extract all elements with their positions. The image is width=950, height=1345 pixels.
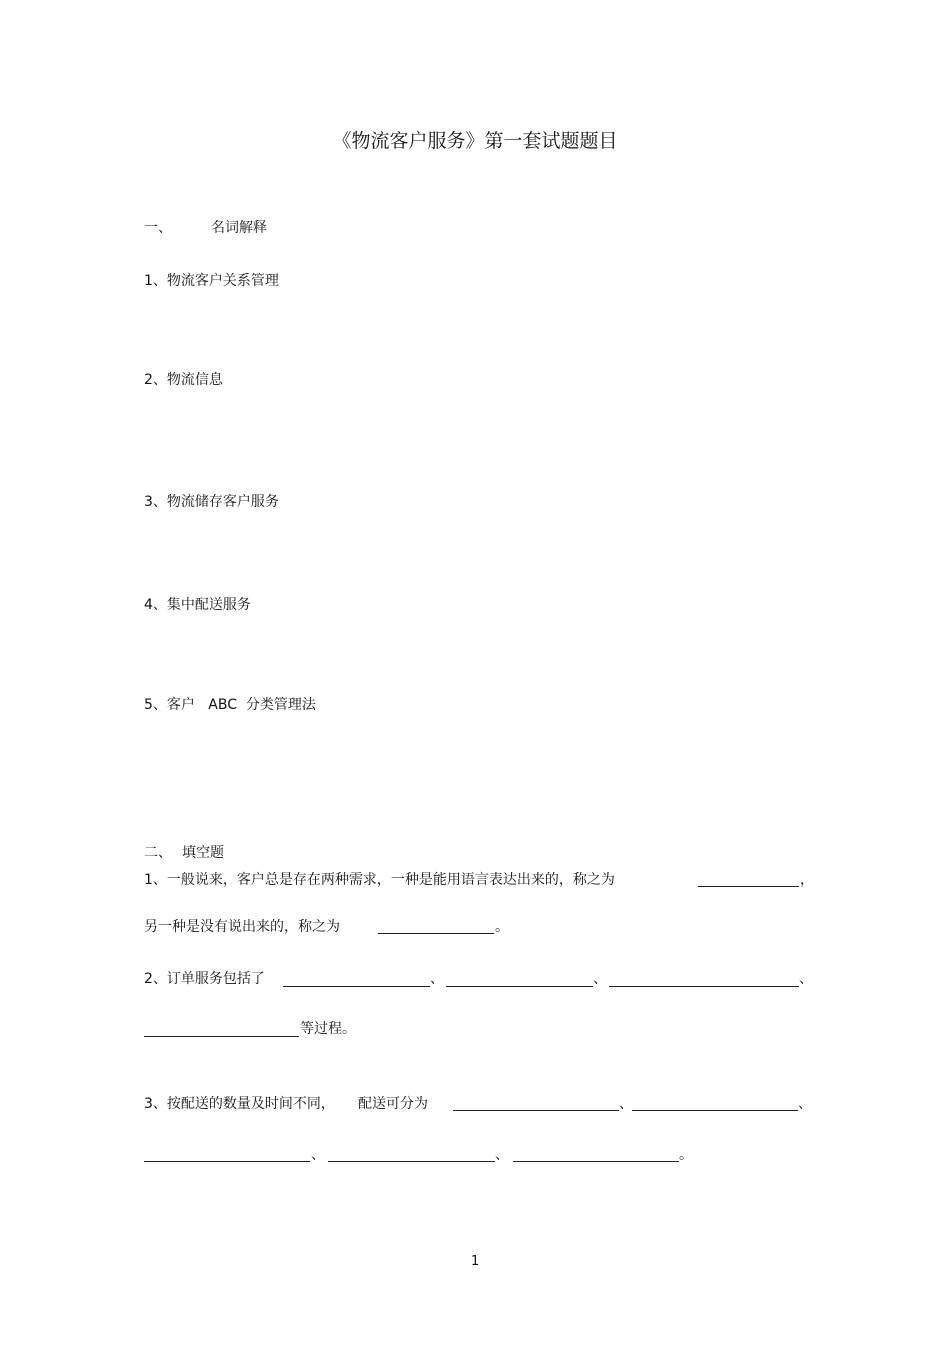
section2-heading: 填空题 [182, 845, 224, 861]
answer-blank[interactable] [283, 986, 430, 987]
answer-blank[interactable] [144, 1036, 299, 1037]
section1-heading: 名词解释 [211, 220, 267, 236]
separator: 、 [495, 1147, 509, 1163]
separator: 、 [593, 971, 607, 987]
answer-blank[interactable] [609, 986, 799, 987]
section1-number: 一、 [144, 220, 172, 236]
fill-question-3-text: 3、按配送的数量及时间不同， [144, 1096, 335, 1112]
fill-question-3-text-2: 配送可分为 [358, 1096, 428, 1112]
term-item-5: 5、客户 ABC 分类管理法 [144, 697, 316, 713]
term-item-3: 3、物流储存客户服务 [144, 494, 279, 510]
separator: 、 [798, 1096, 812, 1112]
fill-question-1-text-cont: 另一种是没有说出来的，称之为 [144, 919, 340, 935]
answer-blank[interactable] [513, 1161, 679, 1162]
answer-blank[interactable] [698, 886, 799, 887]
section2-number: 二、 [144, 845, 172, 861]
answer-blank[interactable] [446, 986, 593, 987]
separator: 、 [619, 1096, 633, 1112]
answer-blank[interactable] [632, 1110, 798, 1111]
answer-blank[interactable] [144, 1161, 310, 1162]
punctuation: 。 [495, 919, 509, 935]
term-item-4: 4、集中配送服务 [144, 597, 251, 613]
term-item-2: 2、物流信息 [144, 372, 223, 388]
punctuation: 。 [679, 1147, 693, 1163]
page-number: 1 [471, 1254, 480, 1269]
term-item-1: 1、物流客户关系管理 [144, 273, 279, 289]
separator: 、 [799, 971, 813, 987]
answer-blank[interactable] [378, 933, 494, 934]
page-title: 《物流客户服务》第一套试题题目 [332, 130, 618, 152]
fill-question-1-text: 1、一般说来，客户总是存在两种需求，一种是能用语言表达出来的，称之为 [144, 872, 615, 888]
answer-blank[interactable] [453, 1110, 619, 1111]
answer-blank[interactable] [328, 1161, 495, 1162]
punctuation: ， [800, 872, 814, 888]
separator: 、 [430, 971, 444, 987]
separator: 、 [311, 1147, 325, 1163]
fill-question-2-text: 2、订单服务包括了 [144, 971, 265, 987]
fill-question-2-end: 等过程。 [300, 1021, 356, 1037]
